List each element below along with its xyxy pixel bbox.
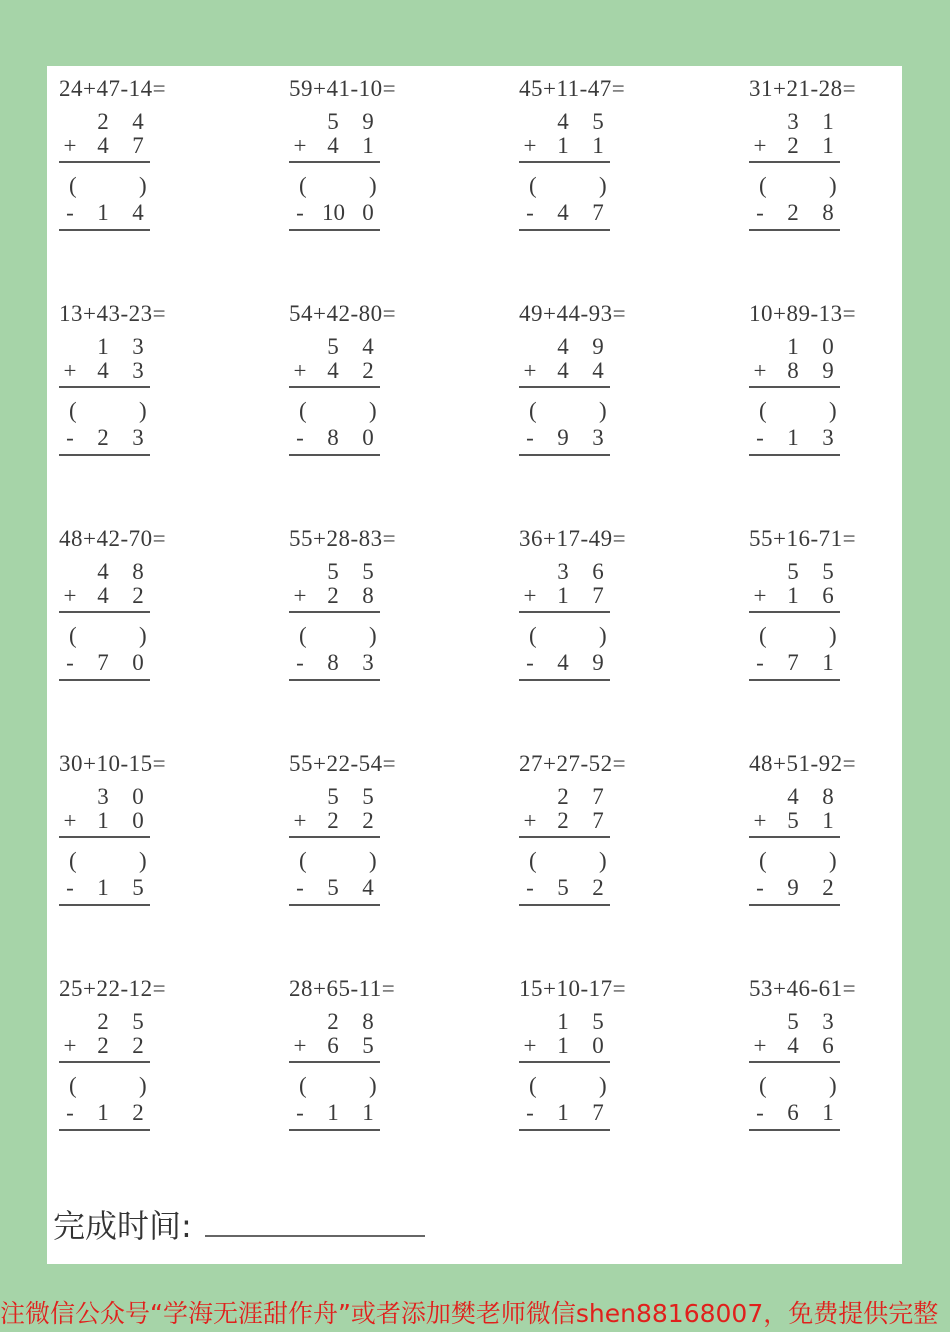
addend1-ones: 4 [362, 334, 374, 359]
addend1-tens: 5 [327, 109, 339, 134]
answer-blank-open[interactable]: ( [759, 848, 767, 873]
minus-sign: - [526, 425, 534, 450]
minus-sign: - [66, 200, 74, 225]
addend2-tens: 4 [327, 358, 339, 383]
plus-sign: + [63, 1033, 77, 1058]
answer-blank-open[interactable]: ( [69, 623, 77, 648]
difference-line [519, 229, 610, 231]
subtrahend-tens: 1 [557, 1100, 569, 1125]
subtrahend-tens: 1 [97, 875, 109, 900]
answer-blank-close[interactable]: ) [139, 398, 147, 423]
addend1-tens: 1 [787, 334, 799, 359]
minus-sign: - [66, 1100, 74, 1125]
problem-expression: 30+10-15= [59, 751, 167, 776]
difference-line [749, 454, 840, 456]
difference-line [289, 679, 380, 681]
problem-expression: 36+17-49= [519, 526, 627, 551]
plus-sign: + [63, 583, 77, 608]
sum-line [749, 386, 840, 388]
problem-expression: 28+65-11= [289, 976, 396, 1001]
answer-blank-open[interactable]: ( [299, 1073, 307, 1098]
addend1-tens: 5 [787, 1009, 799, 1034]
addend1-tens: 4 [787, 784, 799, 809]
answer-blank-open[interactable]: ( [299, 173, 307, 198]
minus-sign: - [66, 425, 74, 450]
subtrahend-ones: 0 [362, 425, 374, 450]
subtrahend-ones: 7 [592, 200, 604, 225]
addend2-tens: 8 [787, 358, 799, 383]
addend2-tens: 2 [327, 583, 339, 608]
addend1-ones: 9 [592, 334, 604, 359]
addend2-tens: 6 [327, 1033, 339, 1058]
problem-expression: 54+42-80= [289, 301, 397, 326]
difference-line [59, 454, 150, 456]
problem-expression: 59+41-10= [289, 76, 397, 101]
answer-blank-open[interactable]: ( [69, 1073, 77, 1098]
answer-blank-close[interactable]: ) [829, 398, 837, 423]
addend2-ones: 0 [132, 808, 144, 833]
answer-blank-open[interactable]: ( [69, 848, 77, 873]
answer-blank-open[interactable]: ( [529, 623, 537, 648]
subtrahend-tens: 4 [557, 650, 569, 675]
addend2-tens: 1 [787, 583, 799, 608]
sum-line [519, 611, 610, 613]
plus-sign: + [753, 1033, 767, 1058]
plus-sign: + [293, 808, 307, 833]
addend1-tens: 3 [557, 559, 569, 584]
addend2-ones: 3 [132, 358, 144, 383]
addend1-ones: 4 [132, 109, 144, 134]
answer-blank-close[interactable]: ) [829, 848, 837, 873]
problem-expression: 31+21-28= [749, 76, 857, 101]
plus-sign: + [293, 133, 307, 158]
sum-line [59, 611, 150, 613]
addend1-ones: 6 [592, 559, 604, 584]
addend2-ones: 7 [592, 583, 604, 608]
addend2-tens: 1 [557, 1033, 569, 1058]
problem-expression: 53+46-61= [749, 976, 857, 1001]
problem-1 [47, 66, 277, 256]
addend2-ones: 5 [362, 1033, 374, 1058]
answer-blank-close[interactable]: ) [599, 848, 607, 873]
answer-blank-close[interactable]: ) [599, 398, 607, 423]
answer-blank-open[interactable]: ( [299, 398, 307, 423]
problem-expression: 48+51-92= [749, 751, 857, 776]
plus-sign: + [523, 808, 537, 833]
addend2-tens: 4 [327, 133, 339, 158]
answer-blank-close[interactable]: ) [369, 398, 377, 423]
sum-line [289, 1061, 380, 1063]
problem-13 [47, 741, 277, 931]
addend2-ones: 6 [822, 583, 834, 608]
answer-blank-close[interactable]: ) [139, 623, 147, 648]
plus-sign: + [523, 358, 537, 383]
addend2-tens: 2 [557, 808, 569, 833]
minus-sign: - [756, 875, 764, 900]
plus-sign: + [293, 583, 307, 608]
plus-sign: + [293, 1033, 307, 1058]
problem-14 [277, 741, 507, 931]
sum-line [519, 836, 610, 838]
subtrahend-ones: 4 [362, 875, 374, 900]
subtrahend-ones: 1 [822, 650, 834, 675]
addend1-ones: 5 [362, 559, 374, 584]
subtrahend-tens: 9 [787, 875, 799, 900]
problem-expression: 27+27-52= [519, 751, 627, 776]
difference-line [59, 229, 150, 231]
problem-5 [47, 291, 277, 481]
problem-expression: 48+42-70= [59, 526, 167, 551]
addend1-ones: 5 [592, 1009, 604, 1034]
minus-sign: - [296, 425, 304, 450]
problem-expression: 15+10-17= [519, 976, 627, 1001]
addend2-tens: 1 [557, 133, 569, 158]
sum-line [749, 836, 840, 838]
minus-sign: - [66, 875, 74, 900]
problem-3 [507, 66, 737, 256]
addend2-tens: 5 [787, 808, 799, 833]
addend1-ones: 8 [132, 559, 144, 584]
addend2-ones: 2 [362, 808, 374, 833]
problem-17 [47, 966, 277, 1156]
subtrahend-tens: 7 [787, 650, 799, 675]
difference-line [749, 679, 840, 681]
subtrahend-ones: 3 [592, 425, 604, 450]
answer-blank-open[interactable]: ( [759, 623, 767, 648]
answer-blank-open[interactable]: ( [759, 398, 767, 423]
addend2-tens: 4 [97, 133, 109, 158]
problem-2 [277, 66, 507, 256]
subtrahend-ones: 4 [132, 200, 144, 225]
subtrahend-tens: 5 [557, 875, 569, 900]
difference-line [289, 454, 380, 456]
problem-15 [507, 741, 737, 931]
addend2-ones: 1 [592, 133, 604, 158]
addend1-tens: 4 [557, 109, 569, 134]
answer-blank-open[interactable]: ( [759, 173, 767, 198]
difference-line [59, 1129, 150, 1131]
difference-line [519, 679, 610, 681]
minus-sign: - [66, 650, 74, 675]
addend2-tens: 4 [787, 1033, 799, 1058]
minus-sign: - [756, 200, 764, 225]
addend2-ones: 2 [132, 1033, 144, 1058]
addend2-ones: 7 [132, 133, 144, 158]
sum-line [289, 836, 380, 838]
subtrahend-tens: 6 [787, 1100, 799, 1125]
addend1-tens: 5 [327, 559, 339, 584]
addend1-tens: 2 [97, 109, 109, 134]
problem-8 [737, 291, 950, 481]
subtrahend-tens: 2 [97, 425, 109, 450]
answer-blank-open[interactable]: ( [529, 1073, 537, 1098]
sum-line [749, 161, 840, 163]
difference-line [59, 904, 150, 906]
completion-time-blank[interactable] [205, 1235, 425, 1237]
addend2-tens: 4 [557, 358, 569, 383]
problem-10 [277, 516, 507, 706]
sum-line [289, 161, 380, 163]
subtrahend-tens: 10 [322, 200, 345, 225]
problem-expression: 13+43-23= [59, 301, 167, 326]
minus-sign: - [296, 200, 304, 225]
subtrahend-tens: 4 [557, 200, 569, 225]
addend1-tens: 2 [327, 1009, 339, 1034]
answer-blank-close[interactable]: ) [829, 173, 837, 198]
subtrahend-tens: 7 [97, 650, 109, 675]
addend2-ones: 1 [362, 133, 374, 158]
subtrahend-tens: 5 [327, 875, 339, 900]
difference-line [749, 904, 840, 906]
subtrahend-ones: 7 [592, 1100, 604, 1125]
minus-sign: - [756, 650, 764, 675]
plus-sign: + [293, 358, 307, 383]
worksheet [47, 66, 902, 1264]
addend1-tens: 4 [97, 559, 109, 584]
problem-expression: 10+89-13= [749, 301, 857, 326]
subtrahend-tens: 1 [97, 1100, 109, 1125]
answer-blank-open[interactable]: ( [529, 848, 537, 873]
answer-blank-close[interactable]: ) [829, 623, 837, 648]
minus-sign: - [756, 1100, 764, 1125]
answer-blank-close[interactable]: ) [829, 1073, 837, 1098]
plus-sign: + [753, 583, 767, 608]
addend1-tens: 1 [557, 1009, 569, 1034]
sum-line [749, 611, 840, 613]
addend2-ones: 0 [592, 1033, 604, 1058]
problem-7 [507, 291, 737, 481]
minus-sign: - [296, 1100, 304, 1125]
sum-line [519, 161, 610, 163]
answer-blank-close[interactable]: ) [139, 173, 147, 198]
answer-blank-close[interactable]: ) [139, 848, 147, 873]
answer-blank-close[interactable]: ) [599, 173, 607, 198]
promo-banner: 注微信公众号“学海无涯甜作舟”或者添加樊老师微信shen88168007，免费提供完整 [0, 1299, 939, 1328]
addend2-ones: 6 [822, 1033, 834, 1058]
subtrahend-tens: 1 [787, 425, 799, 450]
plus-sign: + [63, 358, 77, 383]
minus-sign: - [296, 650, 304, 675]
subtrahend-tens: 9 [557, 425, 569, 450]
addend1-tens: 3 [97, 784, 109, 809]
addend2-tens: 2 [327, 808, 339, 833]
addend1-ones: 3 [822, 1009, 834, 1034]
answer-blank-open[interactable]: ( [299, 623, 307, 648]
answer-blank-close[interactable]: ) [369, 623, 377, 648]
subtrahend-ones: 2 [132, 1100, 144, 1125]
addend1-tens: 3 [787, 109, 799, 134]
answer-blank-open[interactable]: ( [529, 398, 537, 423]
minus-sign: - [296, 875, 304, 900]
subtrahend-ones: 2 [822, 875, 834, 900]
plus-sign: + [63, 808, 77, 833]
addend2-tens: 1 [557, 583, 569, 608]
subtrahend-tens: 8 [327, 650, 339, 675]
addend1-ones: 5 [362, 784, 374, 809]
answer-blank-close[interactable]: ) [369, 173, 377, 198]
sum-line [519, 1061, 610, 1063]
problem-expression: 49+44-93= [519, 301, 627, 326]
answer-blank-open[interactable]: ( [69, 173, 77, 198]
plus-sign: + [523, 1033, 537, 1058]
difference-line [289, 229, 380, 231]
answer-blank-open[interactable]: ( [299, 848, 307, 873]
addend2-ones: 2 [132, 583, 144, 608]
sum-line [59, 386, 150, 388]
subtrahend-ones: 1 [822, 1100, 834, 1125]
minus-sign: - [756, 425, 764, 450]
difference-line [519, 904, 610, 906]
problem-expression: 25+22-12= [59, 976, 167, 1001]
answer-blank-open[interactable]: ( [529, 173, 537, 198]
addend1-ones: 7 [592, 784, 604, 809]
subtrahend-ones: 2 [592, 875, 604, 900]
sum-line [289, 386, 380, 388]
sum-line [59, 161, 150, 163]
completion-time-label: 完成时间: [53, 1207, 192, 1245]
addend2-ones: 2 [362, 358, 374, 383]
difference-line [519, 1129, 610, 1131]
addend1-tens: 1 [97, 334, 109, 359]
addend2-tens: 4 [97, 358, 109, 383]
problem-expression: 55+22-54= [289, 751, 397, 776]
subtrahend-ones: 5 [132, 875, 144, 900]
addend1-ones: 5 [132, 1009, 144, 1034]
minus-sign: - [526, 1100, 534, 1125]
plus-sign: + [63, 133, 77, 158]
sum-line [519, 386, 610, 388]
answer-blank-open[interactable]: ( [759, 1073, 767, 1098]
plus-sign: + [523, 583, 537, 608]
addend1-tens: 5 [327, 334, 339, 359]
problem-12 [737, 516, 950, 706]
answer-blank-close[interactable]: ) [599, 1073, 607, 1098]
plus-sign: + [753, 358, 767, 383]
subtrahend-ones: 0 [132, 650, 144, 675]
subtrahend-tens: 1 [327, 1100, 339, 1125]
minus-sign: - [526, 200, 534, 225]
problem-6 [277, 291, 507, 481]
subtrahend-ones: 0 [362, 200, 374, 225]
problem-16 [737, 741, 950, 931]
problem-11 [507, 516, 737, 706]
problem-expression: 55+16-71= [749, 526, 857, 551]
problem-9 [47, 516, 277, 706]
sum-line [59, 1061, 150, 1063]
subtrahend-ones: 3 [132, 425, 144, 450]
addend2-tens: 2 [787, 133, 799, 158]
addend1-ones: 8 [822, 784, 834, 809]
addend1-ones: 0 [822, 334, 834, 359]
plus-sign: + [753, 808, 767, 833]
subtrahend-ones: 9 [592, 650, 604, 675]
minus-sign: - [526, 650, 534, 675]
addend2-tens: 1 [97, 808, 109, 833]
addend2-tens: 4 [97, 583, 109, 608]
difference-line [749, 229, 840, 231]
difference-line [289, 1129, 380, 1131]
subtrahend-tens: 2 [787, 200, 799, 225]
addend2-tens: 2 [97, 1033, 109, 1058]
addend2-ones: 8 [362, 583, 374, 608]
addend1-ones: 5 [822, 559, 834, 584]
addend1-tens: 5 [787, 559, 799, 584]
problem-expression: 55+28-83= [289, 526, 397, 551]
sum-line [749, 1061, 840, 1063]
plus-sign: + [753, 133, 767, 158]
addend1-ones: 5 [592, 109, 604, 134]
answer-blank-close[interactable]: ) [599, 623, 607, 648]
subtrahend-ones: 3 [362, 650, 374, 675]
addend1-tens: 2 [557, 784, 569, 809]
addend2-ones: 9 [822, 358, 834, 383]
difference-line [519, 454, 610, 456]
addend2-ones: 1 [822, 133, 834, 158]
addend1-tens: 2 [97, 1009, 109, 1034]
problem-18 [277, 966, 507, 1156]
addend1-ones: 1 [822, 109, 834, 134]
addend1-tens: 5 [327, 784, 339, 809]
subtrahend-tens: 8 [327, 425, 339, 450]
minus-sign: - [526, 875, 534, 900]
answer-blank-close[interactable]: ) [139, 1073, 147, 1098]
addend1-ones: 8 [362, 1009, 374, 1034]
problem-expression: 45+11-47= [519, 76, 626, 101]
answer-blank-open[interactable]: ( [69, 398, 77, 423]
sum-line [289, 611, 380, 613]
answer-blank-close[interactable]: ) [369, 848, 377, 873]
addend1-ones: 3 [132, 334, 144, 359]
answer-blank-close[interactable]: ) [369, 1073, 377, 1098]
addend2-ones: 4 [592, 358, 604, 383]
problem-20 [737, 966, 950, 1156]
difference-line [289, 904, 380, 906]
subtrahend-ones: 8 [822, 200, 834, 225]
difference-line [749, 1129, 840, 1131]
problem-19 [507, 966, 737, 1156]
addend1-tens: 4 [557, 334, 569, 359]
addend2-ones: 1 [822, 808, 834, 833]
sum-line [59, 836, 150, 838]
plus-sign: + [523, 133, 537, 158]
addend1-ones: 9 [362, 109, 374, 134]
problem-expression: 24+47-14= [59, 76, 167, 101]
addend2-ones: 7 [592, 808, 604, 833]
difference-line [59, 679, 150, 681]
subtrahend-ones: 1 [362, 1100, 374, 1125]
addend1-ones: 0 [132, 784, 144, 809]
subtrahend-ones: 3 [822, 425, 834, 450]
problem-4 [737, 66, 950, 256]
subtrahend-tens: 1 [97, 200, 109, 225]
